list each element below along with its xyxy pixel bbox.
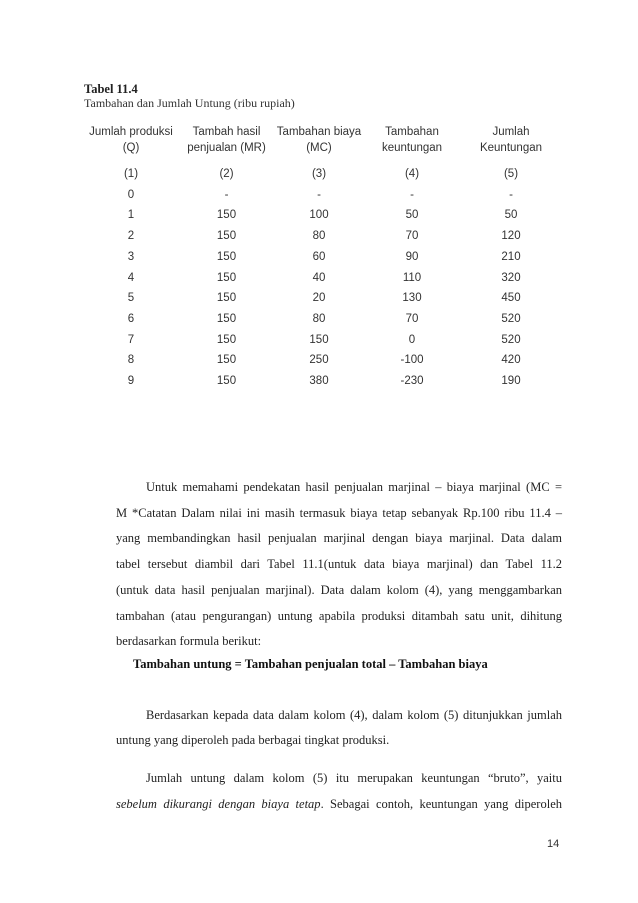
table-cell: 80	[312, 312, 326, 325]
table-row	[82, 330, 563, 351]
table-cell: 380	[309, 375, 329, 388]
table-cell: 150	[216, 292, 237, 305]
table-cell: 150	[216, 312, 237, 325]
table-cell: 0	[408, 333, 416, 346]
profit-formula: Tambahan untung = Tambahan penjualan total – Tambahan biaya	[133, 657, 488, 671]
table-cell: 150	[216, 375, 237, 388]
table-cell: -	[509, 188, 513, 201]
table-cell: 120	[501, 230, 521, 243]
table-cell: 150	[216, 271, 237, 284]
table-cell: 210	[501, 250, 521, 263]
header-total-profit: Jumlah Keuntungan	[479, 126, 543, 154]
table-cell: -	[317, 188, 321, 201]
table-cell: 520	[501, 333, 521, 346]
table-cell: 80	[312, 230, 326, 243]
paragraph-3-line-rest: . Sebagai contoh, keuntungan yang diperoleh	[320, 797, 562, 811]
paragraph-1-line: yang membandingkan hasil penjualan marjinal dengan biaya marjinal. Data dalam	[116, 531, 562, 546]
table-cell: 0	[127, 188, 135, 201]
table-cell: 150	[216, 250, 237, 263]
table-subtitle: Tambahan dan Jumlah Untung (ribu rupiah)	[84, 96, 295, 110]
paragraph-1-line: (untuk data hasil penjualan marjinal). Data dalam kolom (4), yang menggambarkan	[116, 582, 562, 597]
table-cell: 130	[402, 292, 422, 305]
profit-table	[82, 124, 563, 392]
paragraph-1-line: M *Catatan Dalam nilai ini masih termasuk biaya tetap sebanyak Rp.100 ribu 11.4 –	[116, 505, 562, 520]
paragraph-3-line: Jumlah untung dalam kolom (5) itu merupakan keuntungan “bruto”, yaitu	[146, 771, 562, 785]
table-cell: 150	[309, 333, 329, 346]
table-row	[82, 226, 563, 247]
table-cell: 90	[405, 250, 419, 263]
table-cell: 60	[312, 250, 326, 263]
table-cell: 6	[127, 312, 135, 325]
table-cell: 320	[501, 271, 521, 284]
table-row	[82, 164, 563, 185]
table-cell: (5)	[503, 168, 519, 180]
table-cell: 2	[127, 230, 135, 243]
paragraph-3-line	[116, 791, 562, 817]
table-body	[82, 164, 563, 392]
table-cell: 150	[216, 354, 237, 367]
table-cell: (1)	[123, 168, 139, 180]
header-quantity: Jumlah produksi (Q)	[89, 126, 173, 154]
table-header-row	[82, 124, 563, 164]
table-row	[82, 371, 563, 392]
table-cell: 1	[127, 209, 135, 222]
table-cell: 9	[127, 375, 135, 388]
table-cell: 450	[501, 292, 521, 305]
table-cell: 70	[405, 230, 419, 243]
table-cell: 250	[309, 354, 329, 367]
paragraph-1-line: berdasarkan formula berikut:	[116, 634, 262, 649]
italic-phrase: sebelum dikurangi dengan biaya tetap	[116, 797, 321, 811]
table-row	[82, 268, 563, 289]
table-cell: 150	[216, 333, 237, 346]
header-marginal-cost: Tambahan biaya (MC)	[276, 126, 362, 154]
table-cell: 150	[216, 209, 237, 222]
table-row	[82, 185, 563, 206]
table-cell: (2)	[219, 168, 234, 180]
paragraph-2-line: untung yang diperoleh pada berbagai tingkat produksi.	[116, 733, 390, 747]
header-marginal-revenue: Tambah hasil penjualan (MR)	[187, 126, 266, 154]
table-cell: 3	[127, 250, 135, 263]
table-cell: 420	[501, 354, 521, 367]
table-cell: 40	[312, 271, 326, 284]
table-cell: (4)	[404, 168, 420, 180]
table-cell: 20	[312, 292, 326, 305]
table-row	[82, 288, 563, 309]
paragraph-1-line: Untuk memahami pendekatan hasil penjualan marjinal – biaya marjinal (MC =	[146, 480, 562, 494]
table-cell: 50	[504, 209, 518, 222]
table-cell: -	[410, 188, 414, 201]
table-cell: 190	[501, 375, 521, 388]
paragraph-2-line: Berdasarkan kepada data dalam kolom (4), dalam kolom (5) ditunjukkan jumlah	[146, 708, 562, 722]
table-cell: 4	[127, 271, 135, 284]
table-row	[82, 205, 563, 226]
table-cell: -	[224, 188, 229, 201]
table-cell: -100	[400, 354, 424, 367]
table-row	[82, 309, 563, 330]
table-cell: 150	[216, 230, 237, 243]
table-row	[82, 350, 563, 371]
paragraph-1	[116, 475, 562, 655]
table-cell: 5	[127, 292, 135, 305]
table-cell: 70	[405, 312, 419, 325]
table-row	[82, 247, 563, 268]
table-title: Tabel 11.4	[84, 82, 138, 96]
paragraph-1-line: tabel tersebut diambil dari Tabel 11.1(untuk data biaya marjinal) dan Tabel 11.2	[116, 557, 562, 572]
table-cell: 100	[309, 209, 329, 222]
paragraph-2	[116, 703, 562, 753]
table-cell: 7	[127, 333, 135, 346]
table-cell: 110	[402, 271, 422, 284]
table-cell: 50	[405, 209, 419, 222]
page-number: 14	[547, 838, 560, 850]
header-marginal-profit: Tambahan keuntungan	[381, 126, 443, 154]
table-cell: (3)	[311, 168, 327, 180]
table-cell: -230	[400, 375, 424, 388]
paragraph-1-line: tambahan (atau pengurangan) untung apabila produksi ditambah satu unit, dihitung	[116, 608, 562, 623]
table-cell: 520	[501, 312, 521, 325]
paragraph-3	[116, 765, 562, 817]
table-cell: 8	[127, 354, 135, 367]
